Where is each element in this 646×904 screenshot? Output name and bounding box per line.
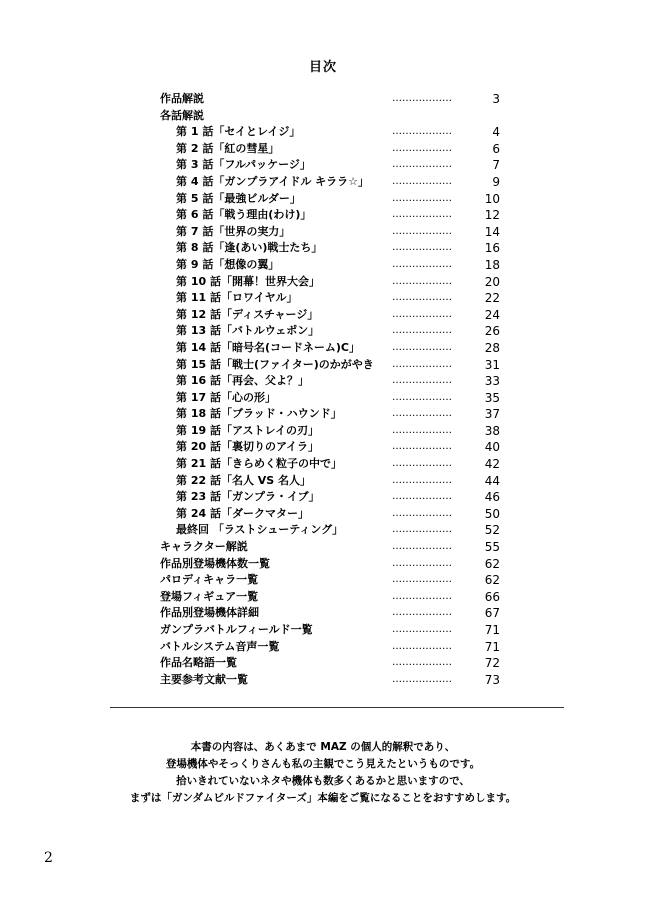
toc-entry-label: 第 2 話「紅の彗星」 bbox=[176, 141, 280, 155]
toc-entry-label: 第 9 話「想像の翼」 bbox=[176, 257, 280, 271]
toc-entry-label: 第 24 話「ダークマター」 bbox=[176, 506, 309, 520]
toc-leader-dots: ……………… bbox=[392, 292, 452, 304]
toc-leader-dots: ……………… bbox=[392, 126, 452, 138]
toc-entry-label: 第 15 話「戦士(ファイター)のかがやき bbox=[176, 357, 374, 371]
toc-entry-label: 第 6 話「戦う理由(わけ)」 bbox=[176, 208, 312, 222]
toc-entry-label: 第 20 話「裏切りのアイラ」 bbox=[176, 440, 319, 454]
toc-entry bbox=[160, 456, 500, 473]
note-line: 本書の内容は、あくあまで MAZ の個人的解釈であり、 bbox=[190, 741, 456, 753]
toc-entry bbox=[160, 191, 500, 208]
toc-entry-label: 第 23 話「ガンプラ・イブ」 bbox=[176, 490, 320, 504]
toc-entry-label: 作品解説 bbox=[160, 92, 204, 105]
toc-entry-page: 67 bbox=[484, 606, 500, 621]
toc-leader-dots: ……………… bbox=[392, 441, 452, 453]
toc-entry-page: 9 bbox=[492, 174, 500, 189]
toc-entry bbox=[160, 240, 500, 257]
toc-leader-dots: ……………… bbox=[392, 557, 452, 569]
toc-leader-dots: ……………… bbox=[392, 507, 452, 519]
toc-entry-page: 72 bbox=[484, 656, 500, 671]
toc-entry-label: パロディキャラ一覧 bbox=[160, 573, 259, 587]
toc-entry-label: 作品別登場機体詳細 bbox=[160, 606, 259, 620]
toc-leader-dots: ……………… bbox=[392, 391, 452, 403]
toc-entry-label: 作品名略語一覧 bbox=[160, 656, 237, 670]
toc-entry-page: 71 bbox=[484, 623, 500, 637]
toc-entry-page: 38 bbox=[484, 423, 500, 438]
toc-entry-label: 登場フィギュア一覧 bbox=[160, 589, 259, 603]
toc-entry-page: 4 bbox=[492, 125, 500, 140]
toc-leader-dots: ……………… bbox=[392, 474, 452, 486]
toc-leader-dots: ……………… bbox=[392, 225, 452, 237]
toc-entry bbox=[160, 274, 500, 291]
toc-leader-dots: ……………… bbox=[392, 242, 452, 254]
toc-entry-label: 第 16 話「再会、父よ？」 bbox=[176, 374, 309, 388]
toc-leader-dots: ……………… bbox=[392, 574, 452, 586]
toc-leader-dots: ……………… bbox=[392, 424, 452, 436]
toc-entry-page: 42 bbox=[484, 457, 500, 472]
toc-entry-page: 24 bbox=[484, 307, 500, 322]
toc-entry-label: バトルシステム音声一覧 bbox=[160, 639, 280, 653]
note-line: 登場機体やそっくりさんも私の主観でこう見えたというものです。 bbox=[165, 758, 481, 770]
toc-leader-dots: ……………… bbox=[392, 142, 452, 154]
toc-entry-page: 14 bbox=[484, 224, 500, 239]
toc-entry bbox=[160, 157, 500, 174]
toc-entry-label: 第 13 話「バトルウェポン」 bbox=[176, 324, 320, 338]
toc-entry bbox=[160, 423, 500, 440]
toc-entry bbox=[160, 622, 500, 639]
toc-entry-label: 第 21 話「きらめく粒子の中で」 bbox=[176, 457, 342, 471]
toc-entry bbox=[160, 290, 500, 307]
toc-entry bbox=[160, 340, 500, 357]
toc-entry bbox=[160, 572, 500, 589]
toc-entry bbox=[160, 257, 500, 274]
toc-entry bbox=[160, 124, 500, 141]
toc-entry-label: 第 18 話「ブラッド・ハウンド」 bbox=[176, 407, 342, 421]
toc-leader-dots: ……………… bbox=[392, 657, 452, 669]
toc-entry-page: 16 bbox=[484, 241, 500, 256]
toc-entry-label: 第 19 話「アストレイの刃」 bbox=[176, 423, 319, 437]
toc-entry bbox=[160, 373, 500, 390]
toc-leader-dots: ……………… bbox=[392, 325, 452, 337]
toc-entry bbox=[160, 307, 500, 324]
toc-entry-page: 44 bbox=[484, 473, 500, 488]
toc-entry-page: 12 bbox=[484, 208, 500, 223]
toc-entry bbox=[160, 506, 500, 523]
page-title: 目次 bbox=[308, 60, 337, 75]
toc-entry-label: ガンプラバトルフィールド一覧 bbox=[160, 623, 313, 636]
toc-entry bbox=[160, 589, 500, 606]
toc-entry-page: 46 bbox=[484, 490, 500, 505]
toc-entry bbox=[160, 224, 500, 241]
toc-entry-label: 最終回 「ラストシューティング」 bbox=[176, 523, 344, 537]
toc-entry-page: 40 bbox=[484, 440, 500, 455]
toc-entry-page: 33 bbox=[484, 374, 500, 389]
toc-entry-page: 62 bbox=[484, 556, 500, 571]
toc-entry-page: 7 bbox=[492, 158, 500, 173]
toc-entry-page: 18 bbox=[484, 257, 500, 272]
toc-entry-page: 6 bbox=[492, 141, 500, 156]
toc-entry-page: 50 bbox=[484, 506, 500, 521]
toc-entry-label: 第 8 話「逢(あい)戦士たち」 bbox=[176, 241, 323, 255]
toc-entry-label: 作品別登場機体数一覧 bbox=[160, 556, 270, 570]
toc-entry bbox=[160, 174, 500, 191]
toc-leader-dots: ……………… bbox=[392, 358, 452, 370]
note-text bbox=[0, 739, 646, 807]
toc-leader-dots: ……………… bbox=[392, 624, 452, 635]
toc-entry bbox=[160, 439, 500, 456]
toc-leader-dots: ……………… bbox=[392, 258, 452, 270]
toc-entry-label: 第 10 話「開幕！世界大会」 bbox=[176, 274, 320, 288]
toc-entry bbox=[160, 141, 500, 158]
toc-entry-page: 52 bbox=[484, 523, 500, 538]
toc-entry-label: 第 14 話「暗号名(コードネーム)C」 bbox=[176, 340, 360, 354]
toc-leader-dots: ……………… bbox=[392, 93, 452, 104]
toc-entry-page: 35 bbox=[484, 390, 500, 405]
toc-entry bbox=[160, 639, 500, 656]
toc-entry-label: 第 3 話「フルパッケージ」 bbox=[176, 158, 311, 172]
toc-entry bbox=[160, 406, 500, 423]
toc-leader-dots: ……………… bbox=[392, 458, 452, 470]
toc-leader-dots: ……………… bbox=[392, 541, 452, 553]
toc-entry bbox=[160, 91, 500, 108]
toc-leader-dots: ……………… bbox=[392, 341, 452, 353]
toc-entry bbox=[160, 655, 500, 672]
toc-entry-label: 第 1 話「セイとレイジ」 bbox=[176, 125, 301, 139]
toc-leader-dots: ……………… bbox=[392, 159, 452, 171]
toc-leader-dots: ……………… bbox=[392, 375, 452, 387]
toc-entry-page: 26 bbox=[484, 324, 500, 339]
toc-entry-label: 第 17 話「心の形」 bbox=[176, 390, 276, 404]
toc-entry-page: 73 bbox=[484, 672, 500, 687]
toc-entry-label: 第 12 話「ディスチャージ」 bbox=[176, 307, 319, 321]
toc-leader-dots: ……………… bbox=[392, 673, 452, 685]
toc-entry bbox=[160, 556, 500, 573]
toc-entry-label: 主要参考文献一覧 bbox=[160, 672, 248, 686]
toc-entry bbox=[160, 357, 500, 374]
page-number: 2 bbox=[44, 850, 53, 866]
divider bbox=[110, 707, 564, 708]
toc-leader-dots: ……………… bbox=[392, 209, 452, 221]
toc-entry-page: 3 bbox=[492, 92, 500, 106]
toc-leader-dots: ……………… bbox=[392, 308, 452, 320]
toc-entry-label: 第 11 話「ロワイヤル」 bbox=[176, 291, 298, 305]
toc-entry bbox=[160, 539, 500, 556]
toc-entry-label: 第 7 話「世界の実力」 bbox=[176, 224, 291, 238]
note-line: まずは「ガンダムビルドファイターズ」本編をご覧になることをおすすめします。 bbox=[129, 792, 517, 804]
toc-entry bbox=[160, 323, 500, 340]
table-of-contents bbox=[160, 91, 500, 688]
toc-entry bbox=[160, 390, 500, 407]
toc-entry-page: 22 bbox=[484, 291, 500, 306]
toc-entry bbox=[160, 108, 500, 125]
toc-leader-dots: ……………… bbox=[392, 175, 452, 187]
toc-leader-dots: ……………… bbox=[392, 590, 452, 602]
toc-entry-page: 62 bbox=[484, 573, 500, 588]
toc-entry-page: 10 bbox=[484, 191, 500, 206]
toc-entry-label: キャラクター解説 bbox=[160, 540, 248, 554]
note-line: 拾いきれていないネタや機体も数多くあるかと思いますので、 bbox=[176, 775, 470, 787]
toc-entry-page: 37 bbox=[484, 407, 500, 422]
toc-entry-label: 第 22 話「名人 VS 名人」 bbox=[176, 473, 312, 487]
toc-leader-dots: ……………… bbox=[392, 491, 452, 503]
toc-entry bbox=[160, 605, 500, 622]
toc-leader-dots: ……………… bbox=[392, 192, 452, 204]
toc-leader-dots: ……………… bbox=[392, 640, 452, 652]
toc-entry-page: 28 bbox=[484, 340, 500, 355]
toc-entry-page: 66 bbox=[484, 589, 500, 604]
toc-entry bbox=[160, 522, 500, 539]
toc-entry bbox=[160, 672, 500, 689]
toc-entry-page: 71 bbox=[484, 639, 500, 654]
toc-entry bbox=[160, 489, 500, 506]
toc-entry-label: 各話解説 bbox=[160, 108, 204, 122]
toc-leader-dots: ……………… bbox=[392, 607, 452, 619]
toc-entry-label: 第 4 話「ガンプラアイドル キララ☆」 bbox=[176, 174, 370, 188]
toc-leader-dots: ……………… bbox=[392, 524, 452, 536]
toc-leader-dots: ……………… bbox=[392, 275, 452, 287]
toc-entry bbox=[160, 207, 500, 224]
toc-entry-page: 31 bbox=[484, 357, 500, 372]
toc-entry-page: 20 bbox=[484, 274, 500, 289]
toc-entry-label: 第 5 話「最強ビルダー」 bbox=[176, 191, 301, 205]
toc-leader-dots: ……………… bbox=[392, 408, 452, 420]
toc-entry-page: 55 bbox=[484, 540, 500, 555]
toc-entry bbox=[160, 473, 500, 490]
